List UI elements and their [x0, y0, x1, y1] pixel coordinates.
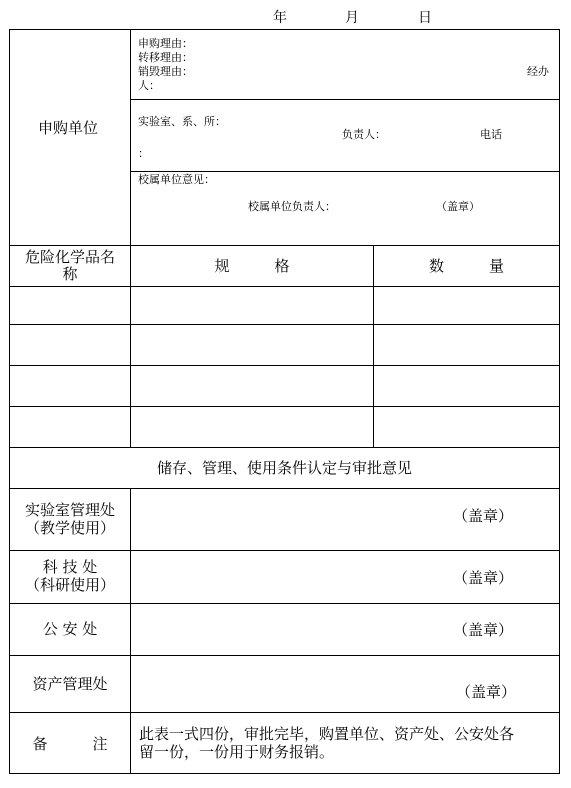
lab-mgmt-label-line1: 实验室管理处 — [24, 501, 115, 519]
lab-dept-label: 实验室、系、所： — [138, 115, 226, 128]
remarks-label: 备 注 — [32, 735, 108, 753]
school-opinion-label: 校属单位意见： — [138, 173, 215, 186]
responsible-person-label: 负责人： — [342, 128, 386, 141]
date-year-label: 年 — [273, 10, 287, 26]
sci-dept-label-line2: （科研使用） — [24, 576, 115, 594]
date-day-label: 日 — [418, 10, 432, 26]
chemical-name-header-line1: 危险化学品名 — [24, 248, 115, 266]
chemical-name-header-line2: 称 — [62, 265, 78, 283]
qty-header: 数 量 — [428, 257, 504, 275]
phone-label: 电话 — [480, 128, 502, 141]
sci-dept-seal: （盖章） — [453, 569, 514, 587]
destroy-reason-label: 销毁理由： — [138, 65, 193, 78]
purchase-reason-label: 申购理由： — [138, 37, 193, 50]
handler-label-part2: 人： — [138, 79, 160, 92]
lab-dept-colon: ： — [138, 147, 149, 160]
security-dept-seal: （盖章） — [453, 621, 514, 639]
lab-mgmt-seal: （盖章） — [453, 507, 514, 525]
security-dept-label: 公 安 处 — [42, 620, 98, 638]
remarks-text-line1: 此表一式四份，审批完毕，购置单位、资产处、公安处各 — [139, 725, 515, 743]
school-responsible-label: 校属单位负责人： — [248, 200, 336, 213]
asset-dept-label: 资产管理处 — [32, 675, 108, 693]
remarks-text-line2: 留一份，一份用于财务报销。 — [139, 743, 335, 761]
approval-title: 储存、管理、使用条件认定与审批意见 — [156, 459, 412, 477]
lab-mgmt-label-line2: （教学使用） — [24, 519, 115, 537]
applicant-unit-label: 申购单位 — [38, 119, 99, 137]
handler-label-part1: 经办 — [527, 65, 549, 78]
spec-header: 规 格 — [214, 257, 290, 275]
transfer-reason-label: 转移理由： — [138, 51, 193, 64]
sci-dept-label-line1: 科 技 处 — [42, 558, 98, 576]
date-month-label: 月 — [345, 10, 359, 26]
school-seal-label: （盖章） — [436, 200, 480, 213]
asset-dept-seal: （盖章） — [456, 683, 517, 701]
